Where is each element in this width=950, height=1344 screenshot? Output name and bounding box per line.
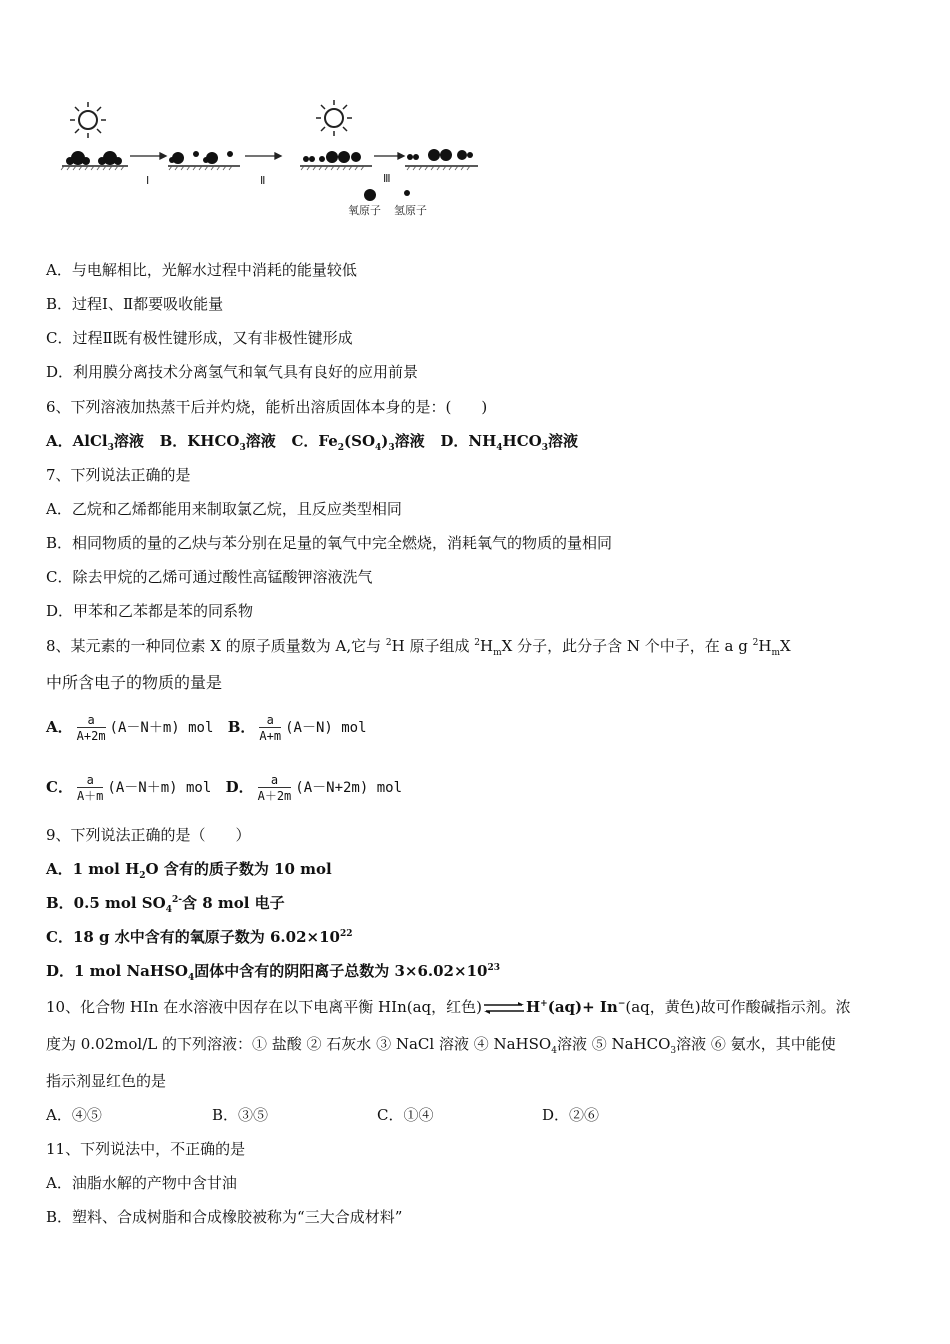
fraction: $\frac{a}{A+2m}$: [76, 712, 106, 743]
legend-hydrogen: 氢原子: [394, 204, 427, 217]
q11-option-a: A．油脂水解的产物中含甘油: [46, 1174, 237, 1192]
legend-oxygen: 氧原子: [348, 204, 381, 217]
q5-option-c: C．过程Ⅱ既有极性键形成，又有非极性键形成: [46, 329, 353, 347]
photolysis-diagram: [60, 98, 490, 223]
q6-options: [46, 430, 578, 452]
q9-option-a: A．1 mol $H_2O$ 含有的质子数为 10 mol: [46, 860, 332, 881]
q9-option-d: D．1 mol NaHSO$_4$固体中含有的阴阳离子总数为 $3\times 6.02\times 10^{23}$: [46, 962, 500, 983]
q10-option-c: C．①④: [377, 1106, 434, 1124]
q10-stem-line1: 10、化合物 HIn 在水溶液中因存在以下电离平衡 HIn(aq，红色) H+(aq)+ In−(aq，黄色)故可作酸碱指示剂。浓: [46, 998, 851, 1016]
q10-option-b: B．③⑤: [212, 1106, 269, 1124]
step-label: Ⅱ: [260, 175, 266, 187]
q7-option-d: D．甲苯和乙苯都是苯的同系物: [46, 602, 254, 620]
q7-option-c: C．除去甲烷的乙烯可通过酸性高锰酸钾溶液洗气: [46, 568, 373, 586]
q5-option-b: B．过程Ⅰ、Ⅱ都要吸收能量: [46, 295, 224, 313]
q5-option-a: A．与电解相比，光解水过程中消耗的能量较低: [46, 261, 357, 279]
q8-options-row1: A． $\frac{a}{A+2m}$ (A－N＋m) mol B． $\frac{a}{A+m}$ (A－N) mol: [46, 712, 367, 743]
q10-option-d: D．②⑥: [542, 1106, 600, 1124]
step-label: Ⅲ: [383, 173, 391, 185]
fraction: $\frac{a}{A+2m}$: [257, 772, 292, 803]
fraction: $\frac{a}{A+m}$: [76, 772, 104, 803]
q6-option-c: C．$Fe_2(SO_4)_3$溶液: [291, 432, 425, 453]
water-molecule: [66, 151, 122, 165]
sun-icon: [70, 102, 106, 138]
q6-option-a: A．AlCl$_3$溶液: [46, 432, 144, 453]
q10-option-a: A．④⑤: [46, 1106, 102, 1124]
q7-option-a: A．乙烷和乙烯都能用来制取氯乙烷，且反应类型相同: [46, 500, 402, 518]
q8-stem-line1: 8、某元素的一种同位素 X 的原子质量数为 A,它与 $^2$H 原子组成 $^2H_mX$ 分子，此分子含 N 个中子，在 a g $^2H_mX$: [46, 637, 791, 658]
hydrogen-atom-icon: [404, 190, 410, 196]
q10-stem-line3: 指示剂显红色的是: [46, 1072, 167, 1090]
q6-option-d: D．$NH_4HCO_3$溶液: [440, 432, 578, 453]
equilibrium-arrow-icon: [482, 1001, 526, 1015]
q6-option-b: B．$KHCO_3$溶液: [159, 432, 276, 453]
oxygen-atom-icon: [364, 189, 376, 201]
q5-option-d: D．利用膜分离技术分离氢气和氧气具有良好的应用前景: [46, 363, 419, 381]
q10-stem-line2: 度为 0.02mol/L 的下列溶液：① 盐酸 ② 石灰水 ③ NaCl 溶液 ④ NaHSO$_4$溶液 ⑤ NaHCO$_3$溶液 ⑥ 氨水，其中能使: [46, 1035, 836, 1056]
q11-option-b: B．塑料、合成树脂和合成橡胶被称为“三大合成材料”: [46, 1208, 403, 1226]
q7-stem: 7、下列说法正确的是: [46, 466, 191, 484]
fraction: $\frac{a}{A+m}$: [259, 712, 282, 743]
q9-stem: 9、下列说法正确的是（ ）: [46, 826, 251, 844]
sun-icon: [316, 100, 352, 136]
q8-stem-line2: 中所含电子的物质的量是: [46, 673, 223, 692]
q9-option-b: B．0.5 mol $SO_4^{2-}$含 8 mol 电子: [46, 894, 285, 915]
q9-option-c: C．18 g 水中含有的氧原子数为 $6.02\times 10^{22}$: [46, 928, 353, 946]
q11-stem: 11、下列说法中，不正确的是: [46, 1140, 246, 1158]
q7-option-b: B．相同物质的量的乙炔与苯分别在足量的氧气中完全燃烧，消耗氧气的物质的量相同: [46, 534, 613, 552]
q8-options-row2: C． $\frac{a}{A+m}$ (A－N＋m) mol D． $\frac{a}{A+2m}$ (A－N+2m) mol: [46, 772, 402, 803]
q6-stem: 6、下列溶液加热蒸干后并灼烧，能析出溶质固体本身的是：( ): [46, 398, 488, 416]
step-label: Ⅰ: [146, 175, 150, 187]
